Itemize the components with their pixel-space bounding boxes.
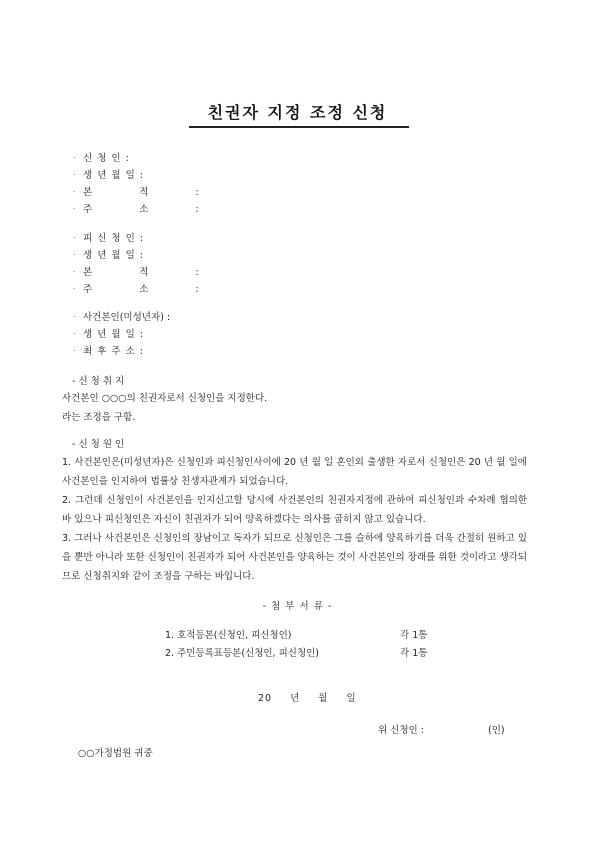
purpose-line-1: 사건본인 ○○○의 친권자로서 신청인을 지정한다. (62, 393, 268, 404)
title-underline (189, 126, 409, 128)
subject-last-address-label: 최 후 주 소 : (83, 346, 144, 357)
attachment-item (165, 627, 428, 644)
bullet: · (73, 347, 76, 355)
reason-paragraph-2: 2. 그런데 신청인이 사건본인을 인지신고할 당시에 사건본인의 친권자지정에 관하여 피신청인과 수차례 협의한 바 있으나 피신청인은 자신이 친권자가 되어 양육하겠다는 의사를 굽히지 않고 있습니다. (62, 495, 527, 525)
document-date: 20 년 월 일 (258, 693, 357, 704)
bullet: · (73, 234, 76, 242)
purpose-line-2: 라는 조정을 구함. (62, 411, 136, 423)
bullet: · (73, 313, 76, 321)
purpose-section (62, 373, 527, 427)
bullet: · (73, 285, 76, 293)
document-title: 친권자 지정 조정 신청 (207, 103, 388, 122)
court-name: ○○가정법원 귀중 (78, 748, 153, 759)
attachment-item (165, 645, 428, 662)
signature-row (378, 722, 505, 736)
respondent-domicile-label: 본 적 : (83, 267, 200, 278)
reason-paragraph-3: 3. 그러나 사건본인은 신청인의 장남이고 독자가 되므로 신청인은 그를 슬하에 양육하기를 더욱 간절히 원하고 있을 뿐만 아니라 또한 신청인이 친권자가 되어 사건본인을 양육하는 것이 사건본인의 장래를 위한 것이라고 생각되므로 신청취지와 같이 조정을 구하는 바입니다. (62, 533, 527, 582)
attachment-name: 1. 호적등본(신청인, 피신청인) (165, 630, 292, 641)
applicant-address-label: 주 소 : (83, 204, 200, 215)
subject-name-label: 사건본인(미성년자) : (83, 312, 171, 323)
attachment-count: 각 1통 (400, 630, 428, 641)
subject-birth-label: 생 년 월 일 : (83, 329, 144, 340)
respondent-name-label: 피 신 청 인 : (83, 233, 144, 244)
bullet: · (73, 330, 76, 338)
bullet: · (73, 251, 76, 259)
bullet: · (73, 205, 76, 213)
reason-paragraph-1: 1. 사건본인은(미성년자)은 신청인과 피신청인사이에 20 년 월 일 혼인외 출생한 자로서 신청인은 20 년 월 일에 사건본인을 인지하여 법률상 친생자관계가 되었습니다. (62, 457, 527, 487)
reasons-section (62, 436, 527, 586)
applicant-domicile-label: 본 적 : (83, 187, 200, 198)
bullet: · (73, 268, 76, 276)
signature-label: 위 신청인 : (378, 725, 424, 736)
applicant-name-label: 신 청 인 : (83, 153, 130, 164)
purpose-heading: - 신 청 취 지 (72, 376, 125, 387)
attachments-title: - 첨 부 서 류 - (262, 601, 333, 612)
bullet: · (73, 154, 76, 162)
respondent-address-label: 주 소 : (83, 284, 200, 295)
respondent-birth-label: 생 년 월 일 : (83, 250, 144, 261)
bullet: · (73, 171, 76, 179)
attachment-count: 각 1통 (400, 648, 428, 659)
applicant-birth-label: 생 년 월 일 : (83, 170, 144, 181)
bullet: · (73, 188, 76, 196)
seal-mark: (인) (488, 725, 505, 736)
reasons-heading: - 신 청 원 인 (72, 439, 125, 450)
attachment-name: 2. 주민등록표등본(신청인, 피신청인) (165, 648, 320, 659)
